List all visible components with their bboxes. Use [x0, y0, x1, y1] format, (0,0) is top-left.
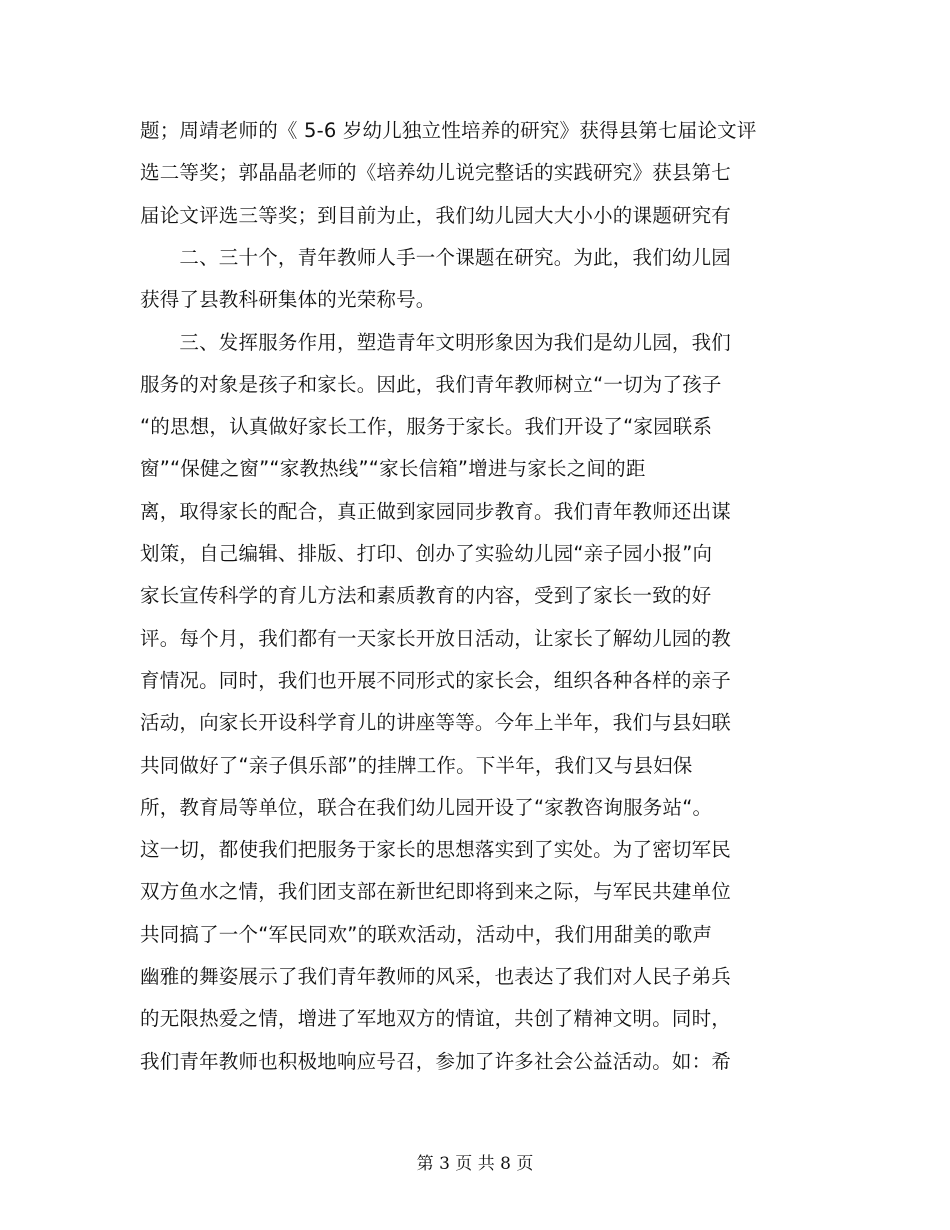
text-line: 的无限热爱之情，增进了军地双方的情谊，共创了精神文明。同时，: [140, 1007, 732, 1031]
text-line: 共同做好了“亲子俱乐部”的挂牌工作。下半年，我们又与县妇保: [140, 753, 693, 777]
text-line: 服务的对象是孩子和家长。因此，我们青年教师树立“一切为了孩子: [140, 372, 722, 396]
text-line: 窗”“保健之窗”“家教热线”“家长信箱”增进与家长之间的距: [140, 457, 646, 481]
text-line: 届论文评选三等奖；到目前为止，我们幼儿园大大小小的课题研究有: [140, 203, 732, 227]
text-line: “的思想，认真做好家长工作，服务于家长。我们开设了“家园联系: [140, 415, 713, 439]
text-line: 所，教育局等单位，联合在我们幼儿园开设了“家教咨询服务站“。: [140, 795, 713, 819]
text-line: 家长宣传科学的育儿方法和素质教育的内容，受到了家长一致的好: [140, 584, 712, 608]
text-line: 获得了县教科研集体的光荣称号。: [140, 288, 436, 312]
text-line: 三、发挥服务作用，塑造青年文明形象因为我们是幼儿园，我们: [140, 330, 732, 354]
page-footer: 第 3 页 共 8 页: [416, 1154, 534, 1174]
text-line: 幽雅的舞姿展示了我们青年教师的风采，也表达了我们对人民子弟兵: [140, 965, 732, 988]
text-line: 选二等奖；郭晶晶老师的《培养幼儿说完整话的实践研究》获县第七: [140, 161, 732, 185]
text-line: 划策，自己编辑、排版、打印、创办了实验幼儿园“亲子园小报”向: [140, 542, 713, 565]
text-line: 育情况。同时，我们也开展不同形式的家长会，组织各种各样的亲子: [140, 668, 732, 692]
text-line: 我们青年教师也积极地响应号召，参加了许多社会公益活动。如：希: [140, 1049, 732, 1073]
text-line: 评。每个月，我们都有一天家长开放日活动，让家长了解幼儿园的教: [140, 626, 732, 650]
text-line: 离，取得家长的配合，真正做到家园同步教育。我们青年教师还出谋: [140, 499, 732, 523]
text-line: 共同搞了一个“军民同欢”的联欢活动，活动中，我们用甜美的歌声: [140, 922, 713, 946]
text-line: 双方鱼水之情，我们团支部在新世纪即将到来之际，与军民共建单位: [140, 880, 732, 904]
text-line: 活动，向家长开设科学育儿的讲座等等。今年上半年，我们与县妇联: [140, 711, 732, 735]
text-line: 题；周靖老师的《 5-6 岁幼儿独立性培养的研究》获得县第七届论文评: [140, 119, 757, 142]
text-line: 这一切，都使我们把服务于家长的思想落实到了实处。为了密切军民: [140, 838, 732, 862]
text-line: 二、三十个，青年教师人手一个课题在研究。为此，我们幼儿园: [140, 245, 732, 269]
